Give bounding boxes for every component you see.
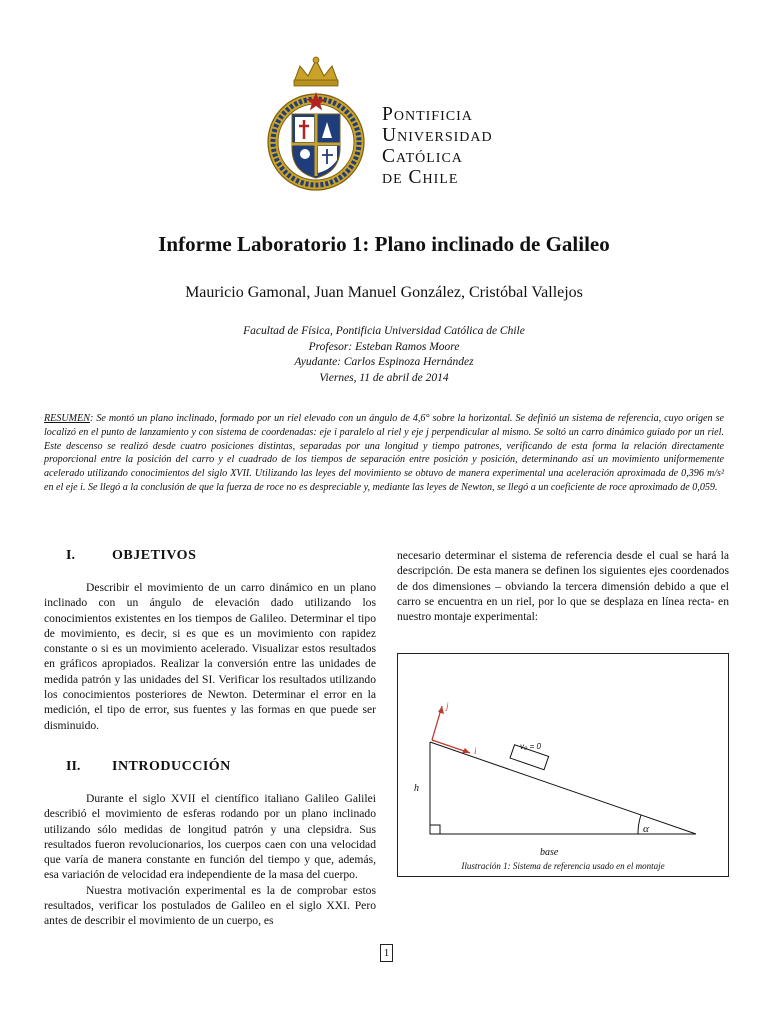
figure-inclined-plane xyxy=(397,653,729,877)
angle-arc xyxy=(638,815,641,834)
authors: Mauricio Gamonal, Juan Manuel González, Cristóbal Vallejos xyxy=(185,284,583,301)
page-number: 1 xyxy=(380,944,393,962)
paragraph: Nuestra motivación experimental es la de comprobar estos resultados, verificar los postulados de Galileo en el siglo XXI. Pero antes de describir el movimiento de un cuerpo, es xyxy=(44,883,376,928)
paragraph: necesario determinar el sistema de referencia desde el cual se hará la descripción. De esta manera se definen los siguientes ejes coordenados de dos dimensiones – obviando la tercera dimensión debido a que el carro se encuentra en un riel, por lo que se desplaza en línea recta- en nuestro montaje experimental: xyxy=(397,549,729,624)
logo-line: Pontificia xyxy=(382,104,473,125)
label-alpha: α xyxy=(643,823,649,835)
paragraph: Durante el siglo XVII el científico italiano Galileo Galilei describió el movimiento de esferas rodando por un plano inclinado utilizando sólo medidas de longitud patrón y una clepsidra. Sus resultados fueron revolucionarios, los cuerpos caen con una velocidad que varía de manera constante en función del tiempo y que, además, esa variación de velocidad era independiente de la masa del cuerpo. xyxy=(44,791,376,882)
university-seal-logo xyxy=(266,52,366,202)
section-title: INTRODUCCIÓN xyxy=(112,758,231,774)
label-v0: v₀ = 0 xyxy=(520,742,541,751)
logo-line: Católica xyxy=(382,146,463,167)
abstract xyxy=(44,412,724,495)
affiliation-line: Viernes, 11 de abril de 2014 xyxy=(319,371,449,384)
section-heading-objetivos xyxy=(44,548,376,566)
label-i: i xyxy=(474,746,477,756)
abstract-label: RESUMEN xyxy=(44,413,90,424)
label-base: base xyxy=(540,847,559,858)
affiliation-block xyxy=(0,324,768,386)
university-name-logotype xyxy=(382,104,542,188)
right-angle-mark xyxy=(430,825,440,834)
label-j: j xyxy=(446,701,449,711)
figure-caption: Ilustración 1: Sistema de referencia usado en el montaje xyxy=(461,861,665,871)
report-title: Informe Laboratorio 1: Plano inclinado de Galileo xyxy=(158,232,610,256)
left-column xyxy=(44,548,376,929)
logo-line: Universidad xyxy=(382,125,493,146)
affiliation-line: Facultad de Física, Pontificia Universidad Católica de Chile xyxy=(243,325,525,337)
abstract-text: : Se montó un plano inclinado, formado por un riel elevado con un ángulo de 4,6° sobre la horizontal. Se definió un sistema de referencia, cuyo origen se localizó en el punto de lanzamiento y con sistema de coordenadas: eje i paralelo al riel y eje j perpendicular al mismo. Se soltó un carro dinámico guiado por un riel. Este descenso se realizó desde cuatro posiciones distintas, separadas por una longitud y tiempo patrones, verificando de esta forma la relación directamente proporcional entre la posición del carro y el cuadrado de los tiempos de separación entre posición y posición, determinando así un movimiento uniformemente acelerado utilizando conocimientos del siglo XVII. Utilizando las leyes del movimiento se obtuvo de manera experimental una aceleración aproximada de 0,396 m/s² en el eje i. Se llegó a la conclusión de que la fuerza de roce no es despreciable y, mediante las leyes de Newton, se llegó a un coeficiente de roce aproximado de 0,059. xyxy=(44,413,724,493)
section-title: OBJETIVOS xyxy=(112,548,197,563)
incline-side xyxy=(430,742,696,834)
label-h: h xyxy=(414,783,419,794)
affiliation-line: Profesor: Esteban Ramos Moore xyxy=(308,340,460,353)
right-column xyxy=(397,548,729,624)
affiliation-line: Ayudante: Carlos Espinoza Hernández xyxy=(294,356,474,368)
inclined-plane-diagram xyxy=(398,654,730,878)
section-number: I. xyxy=(66,548,75,563)
section-number: II. xyxy=(66,758,81,774)
paragraph: Describir el movimiento de un carro dinámico en un plano inclinado con un ángulo de elevación dado utilizando los conocimientos existentes en los tiempos de Galileo. Determinar el tipo de movimiento, es decir, si es que es un movimiento con rapidez constante o si es un movimiento acelerado. Visualizar estos resultados en gráficos apropiados. Realizar la conversión entre las unidades de medida patrón y las unidades del SI. Verificar los resultados utilizando los conocimientos posteriores de Newton. Determinar el error en la medición, el tipo de error, sus fuentes y las formas en que puede ser disminuido. xyxy=(44,581,376,732)
logo-line: de Chile xyxy=(382,167,459,188)
section-heading-introduccion xyxy=(44,759,376,777)
